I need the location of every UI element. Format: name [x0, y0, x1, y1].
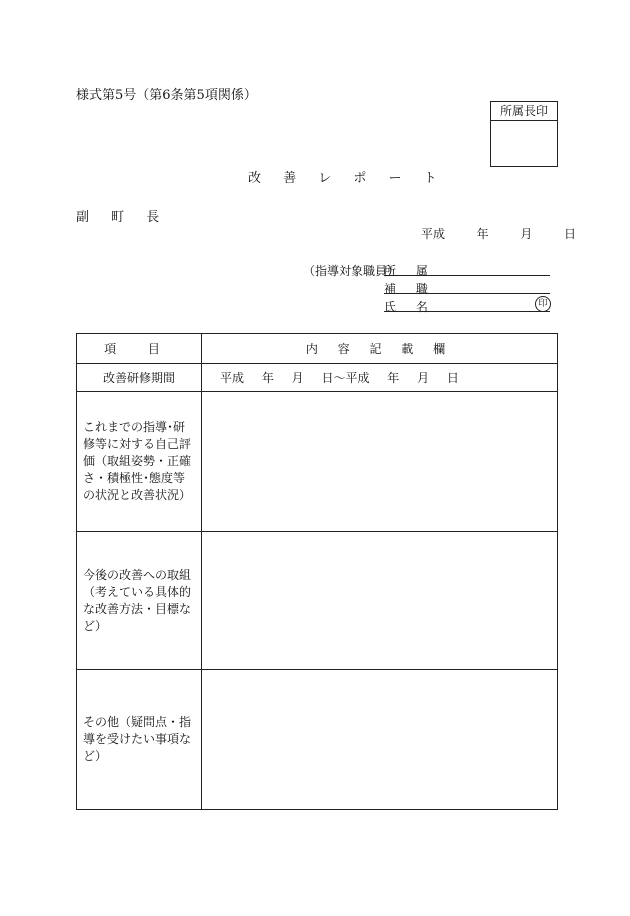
affiliation-underline	[384, 275, 550, 276]
row-content-other[interactable]	[202, 670, 558, 810]
name-label: 氏 名	[384, 300, 436, 314]
date-day: 日	[564, 227, 577, 241]
period-value: 平成 年 月 日～平成 年 月 日	[202, 364, 558, 392]
stamp-label: 所属長印	[491, 102, 557, 121]
period-label: 改善研修期間	[77, 364, 202, 392]
date-month: 月	[520, 227, 533, 241]
applicant-group-label: （指導対象職員）	[303, 264, 400, 278]
row-label-self-evaluation: これまでの指導･研修等に対する自己評価（取組姿勢・正確さ・積極性･態度等の状況と改善状況）	[77, 392, 202, 532]
stamp-box	[490, 101, 558, 167]
row-label-other: その他（疑問点・指導を受けたい事項など）	[77, 670, 202, 810]
table-header-row	[77, 334, 558, 364]
table-row	[77, 392, 558, 532]
seal-mark: 印	[535, 296, 551, 312]
header-item: 項 目	[77, 334, 202, 364]
name-underline	[384, 311, 550, 312]
document-title: 改 善 レ ポ ー ト	[248, 171, 446, 186]
row-content-future-improvement[interactable]	[202, 532, 558, 670]
row-label-future-improvement: 今後の改善への取組（考えている具体的な改善方法・目標など）	[77, 532, 202, 670]
position-underline	[384, 293, 550, 294]
position-label: 補 職	[384, 282, 436, 296]
table-row	[77, 670, 558, 810]
date-line	[421, 225, 576, 242]
affiliation-label: 所 属	[384, 264, 436, 278]
report-table	[76, 333, 558, 810]
addressee: 副 町 長	[76, 210, 169, 225]
form-number: 様式第5号（第6条第5項関係）	[76, 88, 257, 103]
date-year: 年	[476, 227, 489, 241]
date-era: 平成	[421, 227, 446, 241]
row-content-self-evaluation[interactable]	[202, 392, 558, 532]
table-row	[77, 532, 558, 670]
header-content: 内 容 記 載 欄	[202, 334, 558, 364]
period-row	[77, 364, 558, 392]
